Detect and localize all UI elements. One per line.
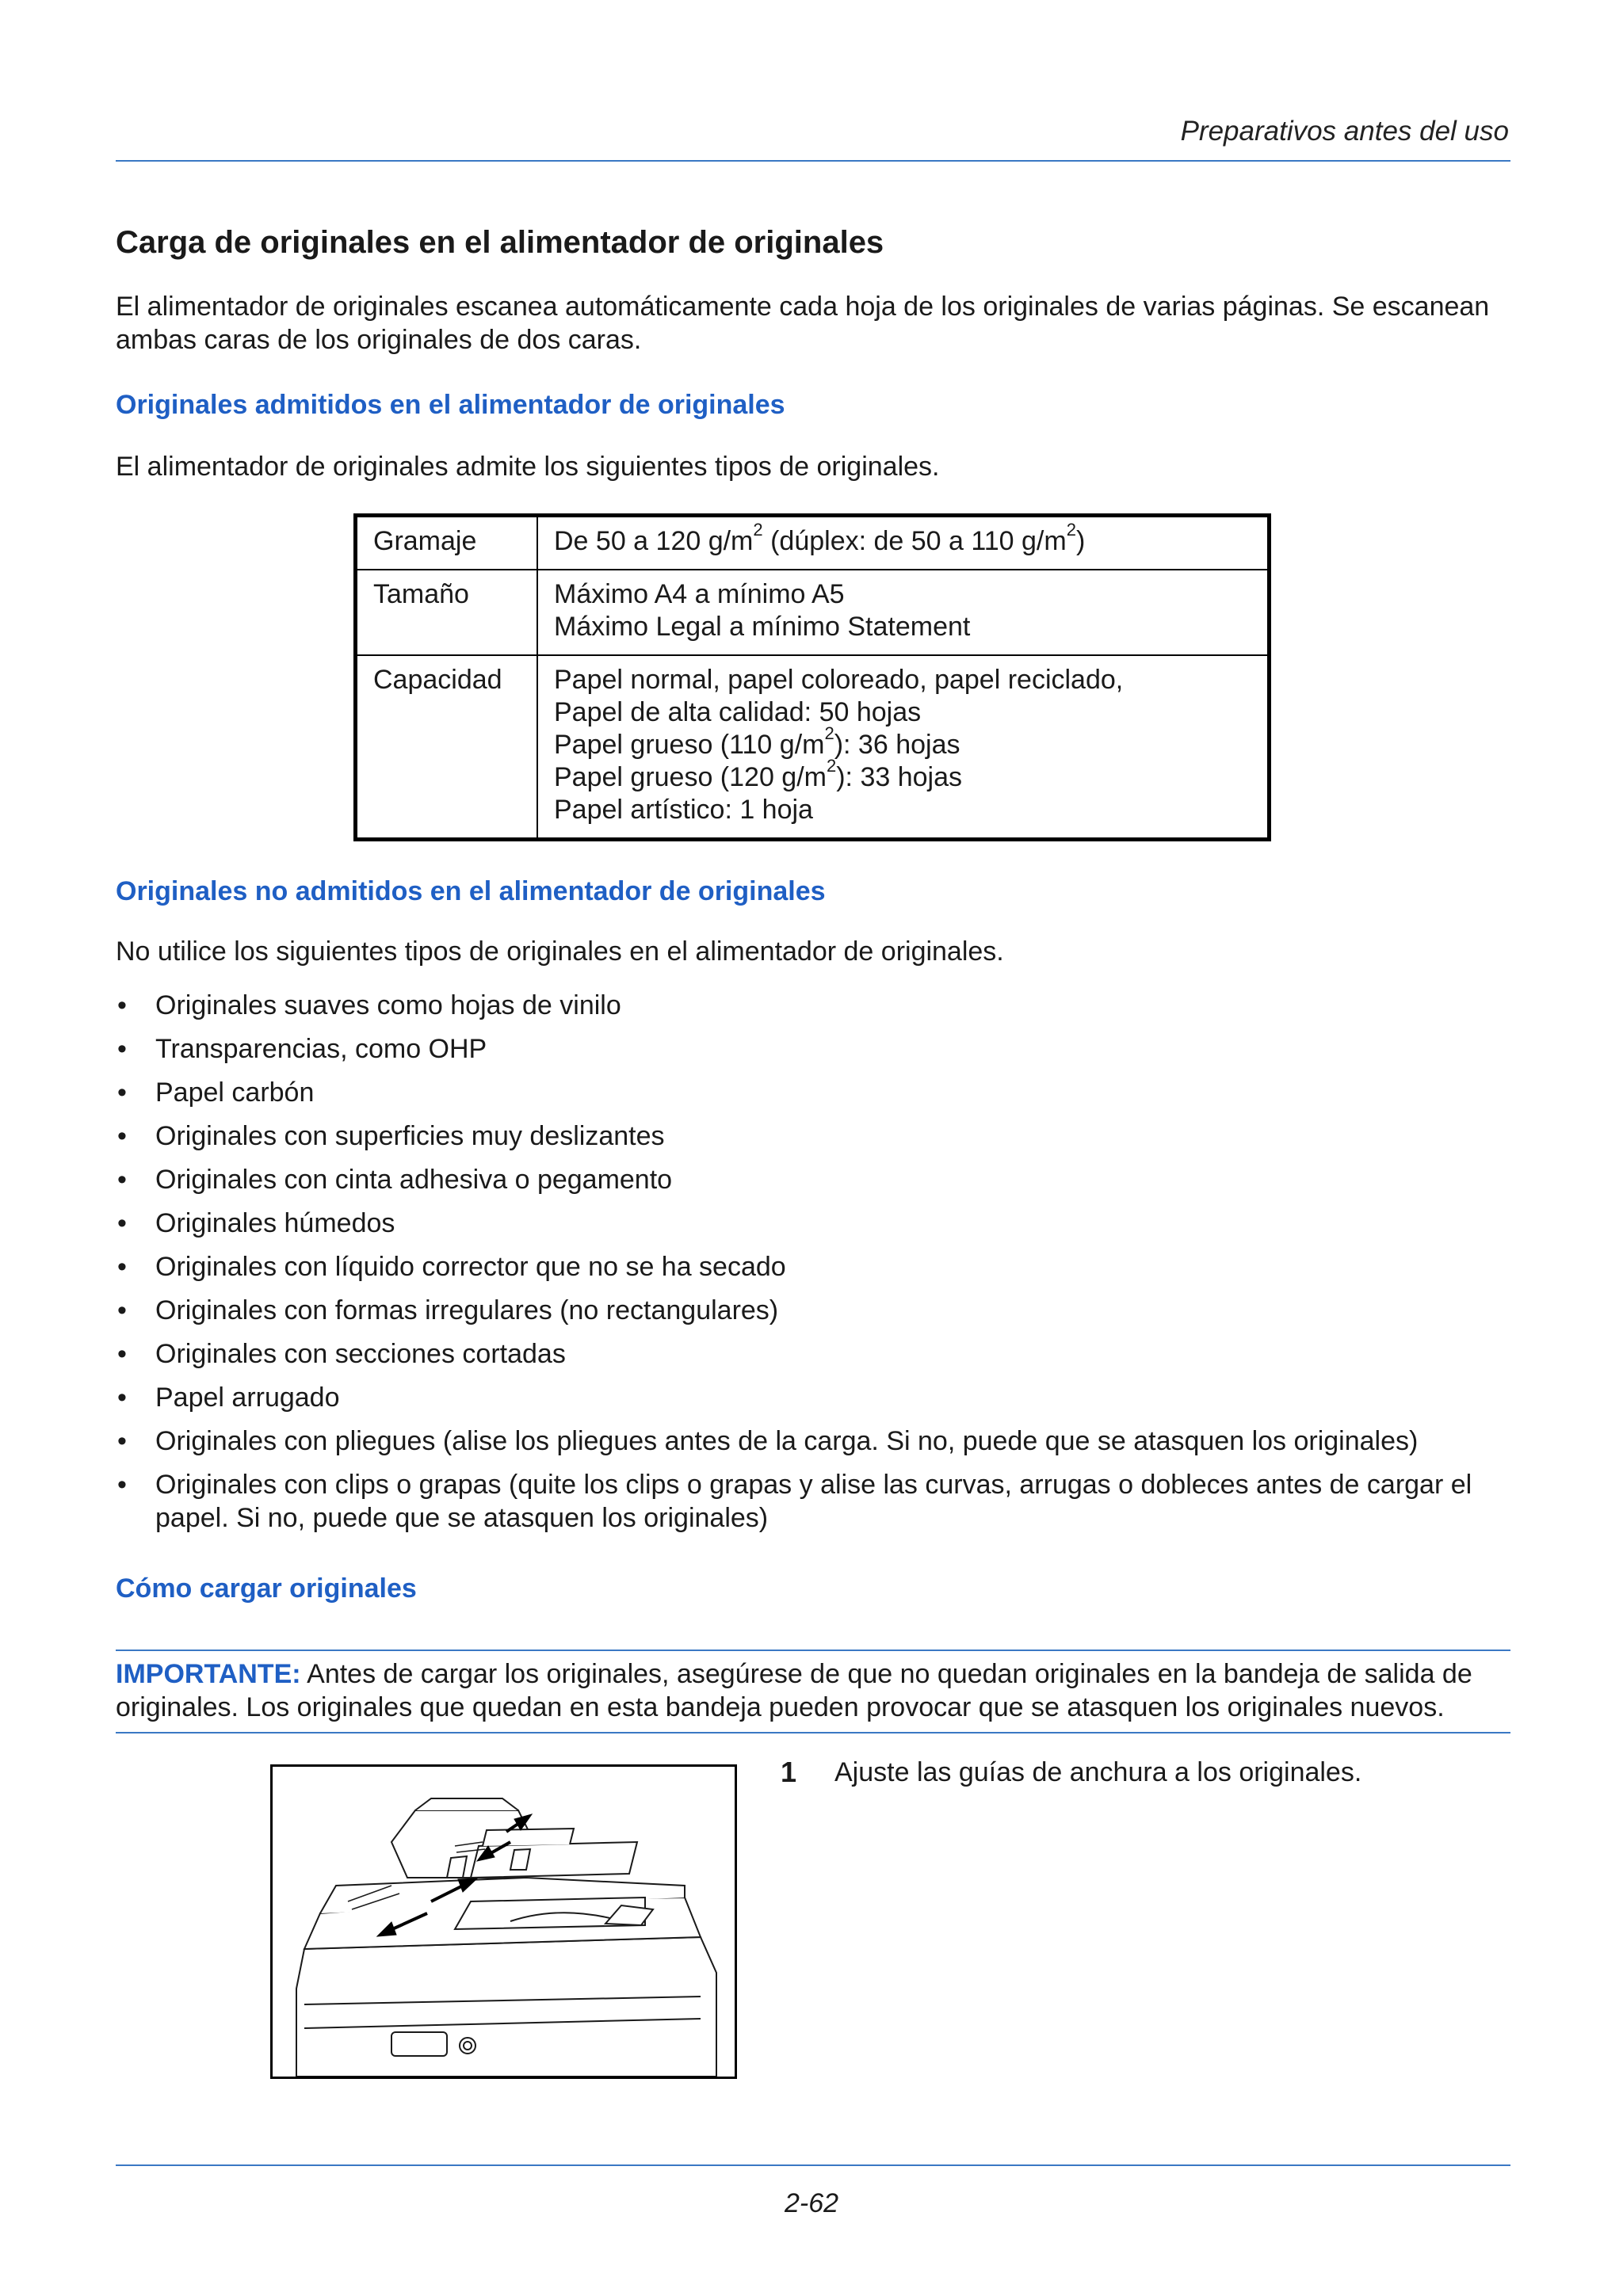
unsupported-list [116, 989, 1510, 1545]
tamano-value: Máximo A4 a mínimo A5 Máximo Legal a mínimo Statement [537, 570, 1270, 655]
step-text: Ajuste las guías de anchura a los originales. [834, 1757, 1362, 1787]
gramaje-value: De 50 a 120 $g/m^2$ (dúplex: de 50 a 110 $g/m^2$) [537, 516, 1270, 570]
important-note [116, 1657, 1510, 1724]
list-item: • Originales con superficies muy deslizantes [116, 1119, 1510, 1153]
unsupported-intro: No utilice los siguientes tipos de originales en el alimentador de originales. [116, 936, 1004, 967]
important-top-rule [116, 1650, 1510, 1651]
list-item: • Originales con secciones cortadas [116, 1337, 1510, 1371]
page-title: Carga de originales en el alimentador de originales [116, 225, 884, 260]
table-row [356, 570, 1270, 655]
supported-heading: Originales admitidos en el alimentador de originales [116, 390, 785, 420]
tamano-label: Tamaño [356, 570, 538, 655]
footer-rule [116, 2164, 1510, 2166]
list-item: • Originales con líquido corrector que no se ha secado [116, 1250, 1510, 1283]
table-row [356, 516, 1270, 570]
spec-table [353, 513, 1271, 841]
unsupported-heading: Originales no admitidos en el alimentador de originales [116, 876, 826, 906]
important-bottom-rule [116, 1732, 1510, 1733]
capacidad-label: Capacidad [356, 655, 538, 840]
important-label: IMPORTANTE: [116, 1659, 301, 1689]
list-item: • Originales con clips o grapas (quite los clips o grapas y alise las curvas, arrugas o dobleces antes de cargar el papel. Si no, puede que se atasquen los originales) [116, 1468, 1510, 1535]
header-rule [116, 160, 1510, 162]
capacidad-value: Papel normal, papel coloreado, papel reciclado, Papel de alta calidad: 50 hojas Papel grueso (110 $g/m^2$): 36 hojas Papel grueso (120 $g/m^2$): 33 hojas Papel artístico: 1 hoja [537, 655, 1270, 840]
running-header: Preparativos antes del uso [1180, 116, 1509, 147]
list-item: • Originales con cinta adhesiva o pegamento [116, 1163, 1510, 1196]
page-number: 2-62 [785, 2188, 839, 2218]
list-item: • Papel carbón [116, 1076, 1510, 1109]
list-item: • Originales suaves como hojas de vinilo [116, 989, 1510, 1022]
intro-paragraph: El alimentador de originales escanea automáticamente cada hoja de los originales de varias páginas. Se escanean ambas caras de los originales de dos caras. [116, 292, 1490, 355]
document-feeder-illustration [270, 1764, 737, 2079]
how-to-heading: Cómo cargar originales [116, 1573, 417, 1604]
gramaje-label: Gramaje [356, 516, 538, 570]
list-item: • Originales húmedos [116, 1207, 1510, 1240]
printer-illustration [273, 1767, 735, 2077]
list-item: • Transparencias, como OHP [116, 1032, 1510, 1066]
supported-intro: El alimentador de originales admite los siguientes tipos de originales. [116, 452, 940, 482]
list-item: • Originales con formas irregulares (no rectangulares) [116, 1294, 1510, 1327]
step-number: 1 [781, 1756, 797, 1788]
table-row [356, 655, 1270, 840]
important-text: Antes de cargar los originales, asegúrese de que no quedan originales en la bandeja de salida de originales. Los originales que quedan en esta bandeja pueden provocar que se atasquen los originales nuevos. [116, 1659, 1472, 1722]
list-item: • Papel arrugado [116, 1381, 1510, 1414]
list-item: • Originales con pliegues (alise los pliegues antes de la carga. Si no, puede que se atasquen los originales) [116, 1425, 1510, 1458]
